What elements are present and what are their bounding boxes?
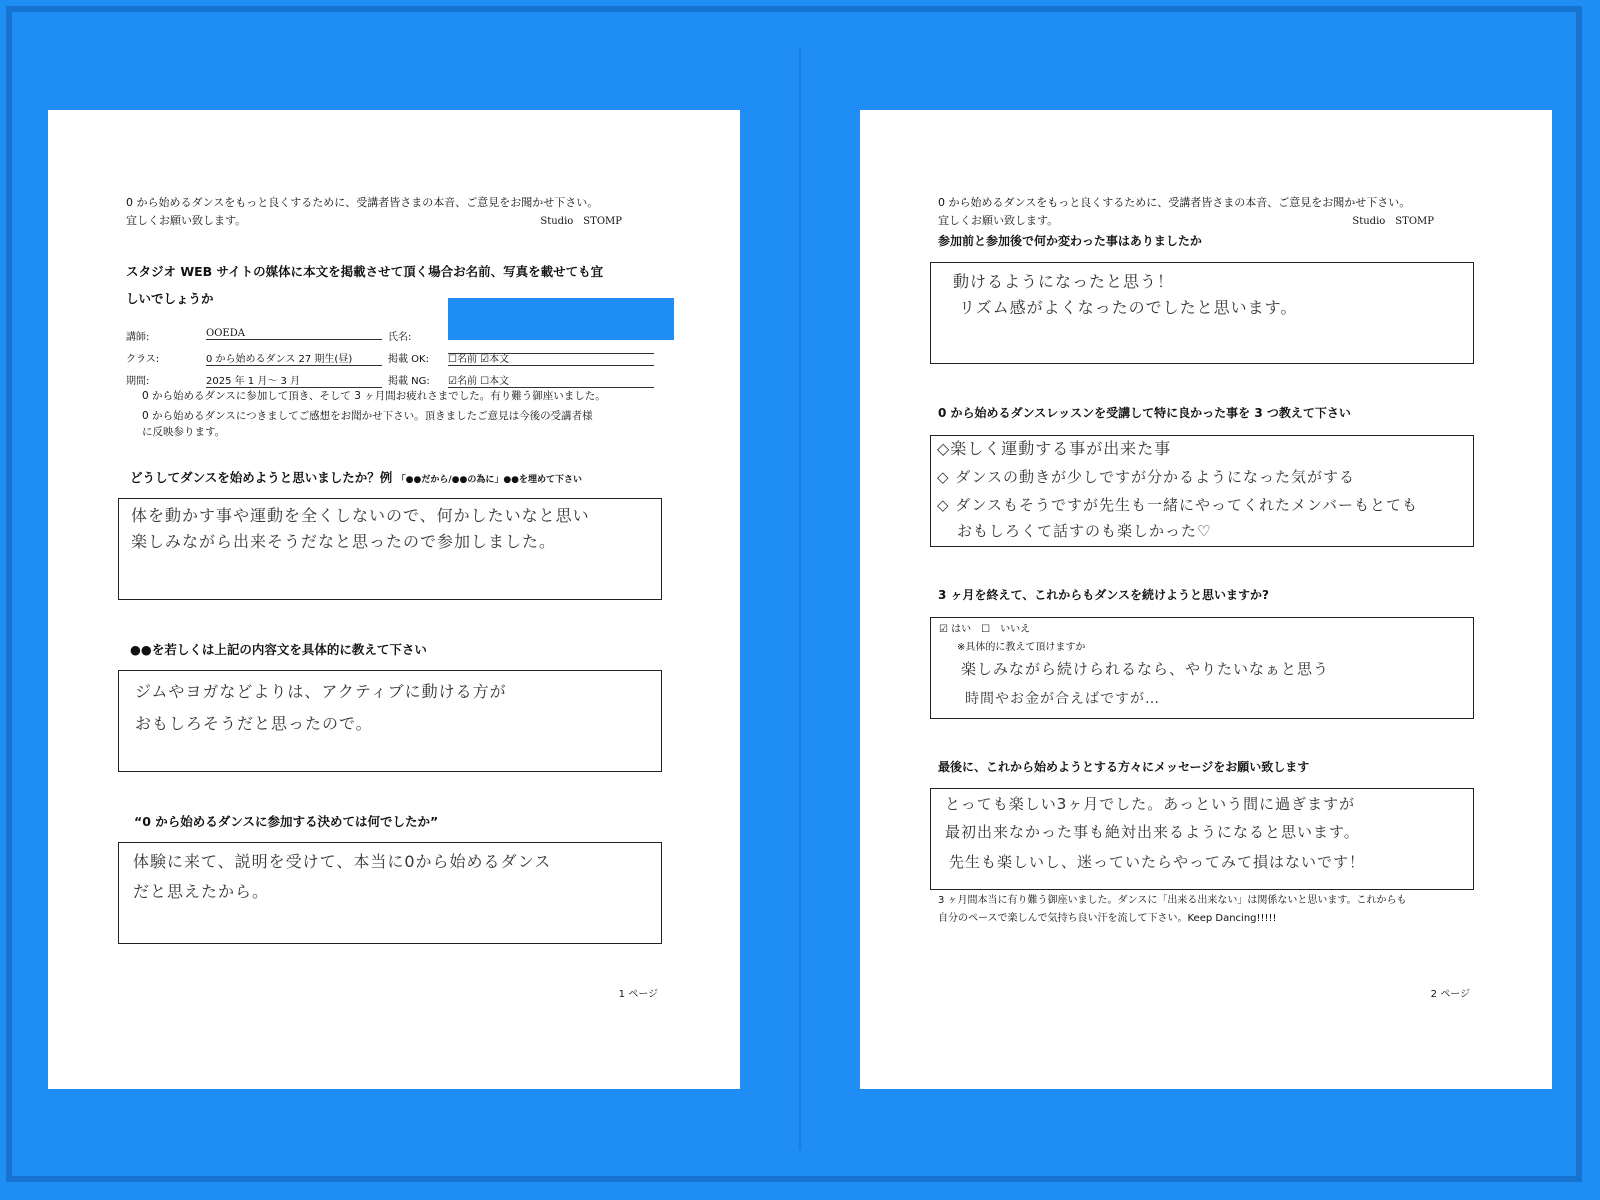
class-field: [206, 350, 382, 366]
instructor-label: 講師:: [126, 332, 150, 343]
page-number-1: 1 ページ: [618, 989, 658, 1000]
answer-6-box: [930, 617, 1474, 719]
closing-message: [938, 892, 1478, 928]
thanks-line-3: に反映参ります。: [142, 426, 226, 438]
answer-2-line-2: おもしろそうだと思ったので。: [135, 714, 373, 733]
answer-3-line-1: 体験に来て、説明を受けて、本当に0から始めるダンス: [133, 852, 552, 871]
answer-6-line-2: 時間やお金が合えばですが…: [965, 691, 1160, 707]
answer-5-line-3: ◇ ダンスもそうですが先生も一緒にやってくれたメンバーもとても: [937, 496, 1418, 514]
page-number-2: 2 ページ: [1430, 989, 1470, 1000]
intro-line-2: 宜しくお願い致します。: [126, 214, 247, 227]
center-divider: [799, 48, 801, 1150]
answer-5-line-2: ◇ ダンスの動きが少しですが分かるようになった気がする: [937, 468, 1356, 486]
question-6: 3 ヶ月を終えて、これからもダンスを続けようと思いますか?: [938, 588, 1270, 602]
answer-1-line-2: 楽しみながら出来そうだなと思ったので参加しました。: [131, 532, 557, 551]
instructor-field: [206, 328, 382, 340]
publish-ok-label: 掲載 OK:: [388, 354, 429, 365]
name-label: 氏名:: [388, 332, 412, 343]
answer-6-line-1: 楽しみながら続けられるなら、やりたいなぁと思う: [961, 660, 1330, 678]
answer-7-line-2: 最初出来なかった事も絶対出来るようになると思います。: [945, 823, 1360, 841]
instructor-value: OOEDA: [206, 328, 245, 339]
answer-1-line-1: 体を動かす事や運動を全くしないので、何かしたいなと思い: [131, 506, 590, 525]
period-value: 2025 年 1 月～ 3 月: [206, 376, 301, 387]
question-2: ●●を若しくは上記の内容文を具体的に教えて下さい: [130, 642, 427, 657]
web-question-line-2: しいでしょうか: [126, 291, 214, 306]
thanks-line-1: 0 から始めるダンスに参加して頂き、そして 3 ヶ月間お疲れさまでした。有り難う御座いました。: [142, 390, 606, 402]
question-3: “0 から始めるダンスに参加する決めては何でしたか”: [134, 814, 439, 829]
thanks-text: [142, 388, 662, 440]
answer-7-box: [930, 788, 1474, 890]
publish-ok-value: ☐名前 ☑本文: [448, 354, 510, 365]
class-value: 0 から始めるダンス 27 期生(昼): [206, 354, 353, 365]
publish-ng-field: [448, 372, 654, 388]
answer-4-line-1: 動けるようになったと思う！: [953, 272, 1175, 291]
answer-7-line-1: とっても楽しい3ヶ月でした。あっという間に過ぎますが: [945, 795, 1356, 813]
document-page-1: [48, 110, 740, 1089]
answer-3-line-2: だと思えたから。: [133, 882, 270, 901]
question-1: [130, 468, 582, 486]
answer-4-line-2: リズム感がよくなったのでしたと思います。: [959, 298, 1298, 317]
continue-note: ※具体的に教えて頂けますか: [957, 642, 1086, 653]
answer-2-box: [118, 670, 662, 772]
intro-line-1: 0 から始めるダンスをもっと良くするために、受講者皆さまの本音、ご意見をお聞かせ下さい。: [126, 196, 599, 209]
document-page-2: [860, 110, 1552, 1089]
answer-4-box: [930, 262, 1474, 364]
publish-ng-label: 掲載 NG:: [388, 376, 430, 387]
question-5: 0 から始めるダンスレッスンを受講して特に良かった事を 3 つ教えて下さい: [938, 406, 1351, 420]
closing-line-1: 3 ヶ月間本当に有り難う御座いました。ダンスに「出来る出来ない」は関係ないと思います。これからも: [938, 895, 1407, 906]
class-label: クラス:: [126, 354, 160, 365]
closing-line-2: 自分のペースで楽しんで気持ち良い汗を流して下さい。Keep Dancing!!!!!: [938, 913, 1277, 924]
question-1-hint: 「●●だから/●●の為に」●●を埋めて下さい: [396, 475, 583, 485]
intro-line-1: 0 から始めるダンスをもっと良くするために、受講者皆さまの本音、ご意見をお聞かせ下さい。: [938, 196, 1411, 209]
answer-2-line-1: ジムやヨガなどよりは、アクティブに動ける方が: [135, 682, 507, 701]
studio-name-2: Studio STOMP: [1352, 216, 1434, 227]
intro-line-2: 宜しくお願い致します。: [938, 214, 1059, 227]
answer-5-line-1: ◇楽しく運動する事が出来た事: [937, 439, 1172, 458]
answer-5-box: [930, 435, 1474, 547]
publish-ng-value: ☑名前 ☐本文: [448, 376, 510, 387]
studio-name: Studio STOMP: [540, 216, 622, 227]
period-label: 期間:: [126, 376, 150, 387]
publish-ok-field: [448, 350, 654, 366]
question-4: 参加前と参加後で何か変わった事はありましたか: [938, 234, 1202, 248]
redacted-name: [448, 298, 674, 340]
question-7: 最後に、これから始めようとする方々にメッセージをお願い致します: [938, 760, 1310, 774]
web-question-line-1: スタジオ WEB サイトの媒体に本文を掲載させて頂く場合お名前、写真を載せても宜: [126, 264, 604, 279]
answer-5-line-4: おもしろくて話すのも楽しかった♡: [957, 522, 1212, 540]
form-instructor-row: [126, 328, 149, 343]
answer-1-box: [118, 498, 662, 600]
question-1-text: どうしてダンスを始めようと思いましたか？例: [130, 470, 393, 485]
answer-7-line-3: 先生も楽しいし、迷っていたらやってみて損はないです！: [949, 853, 1366, 871]
period-field: [206, 372, 382, 388]
answer-3-box: [118, 842, 662, 944]
continue-options: ☑ はい ☐ いいえ: [939, 624, 1031, 635]
thanks-line-2: 0 から始めるダンスにつきましてご感想をお聞かせ下さい。頂きましたご意見は今後の受講者様: [142, 410, 593, 422]
